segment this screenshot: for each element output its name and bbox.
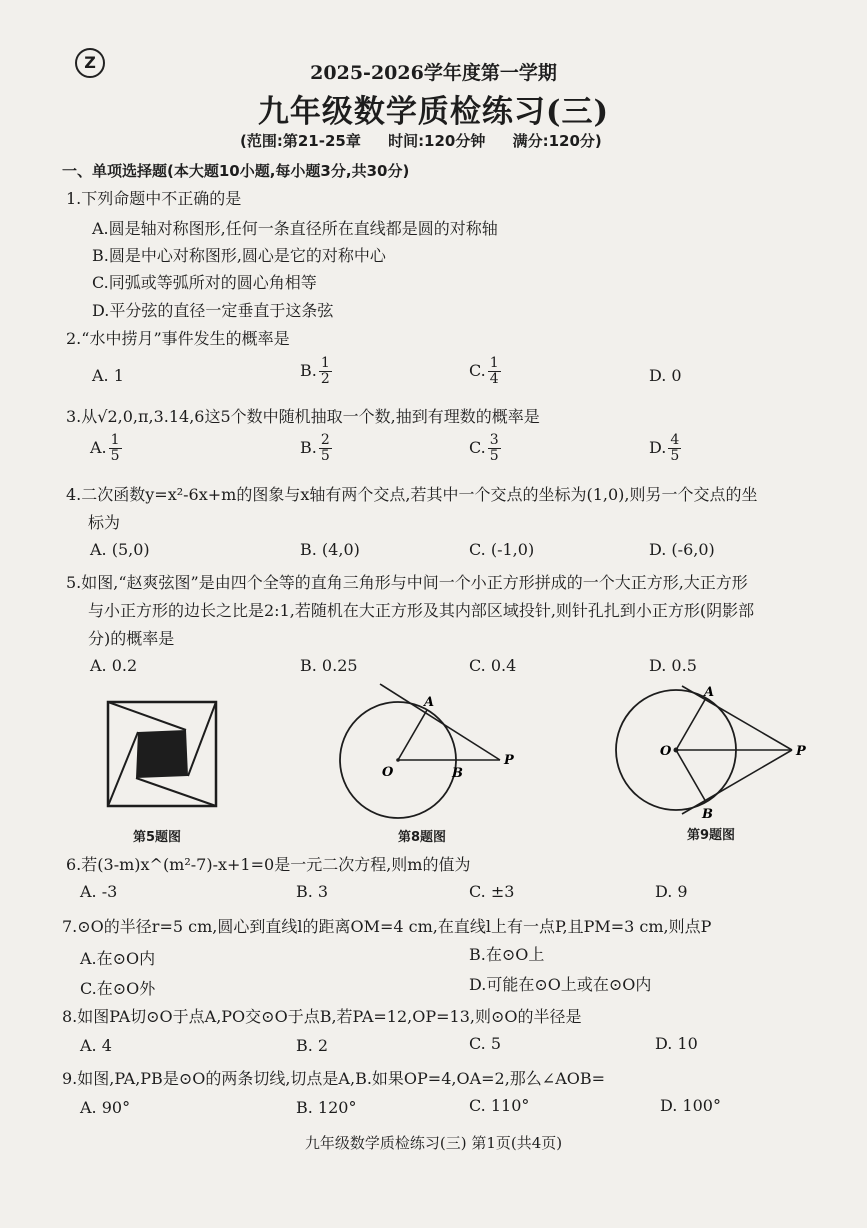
scope-text: (范围:第21-25章	[240, 132, 361, 150]
page-footer: 九年级数学质检练习(三) 第1页(共4页)	[304, 1134, 563, 1152]
fraction	[319, 433, 332, 464]
q3-option-d-label: D.	[649, 438, 667, 457]
score-text: 满分:120分)	[512, 132, 602, 150]
q9-option-d: D. 100°	[660, 1096, 721, 1115]
fraction	[668, 433, 681, 464]
numerator: 3	[489, 432, 499, 448]
q3-option-d	[649, 433, 681, 464]
label-p: P	[504, 753, 514, 768]
q2-option-b-label: B.	[300, 361, 317, 380]
q5-stem-line2: 与小正方形的边长之比是2:1,若随机在大正方形及其内部区域投针,则针孔扎到小正方形(阴影部	[88, 601, 755, 620]
tangent-line-pa	[682, 686, 792, 750]
numerator: 1	[110, 432, 120, 448]
segment-oa	[398, 710, 427, 760]
q9-stem: 9.如图,PA,PB是⊙O的两条切线,切点是A,B.如果OP=4,OA=2,那么∠AOB=	[62, 1069, 606, 1088]
q6-stem: 6.若(3-m)x^(m²-7)-x+1=0是一元二次方程,则m的值为	[66, 855, 471, 874]
label-o: O	[660, 744, 672, 759]
label-o: O	[382, 765, 394, 780]
denominator: 5	[110, 448, 120, 464]
q7-option-c: C.在⊙O外	[80, 979, 156, 998]
section-heading: 一、单项选择题(本大题10小题,每小题3分,共30分)	[62, 162, 410, 180]
numerator: 1	[320, 355, 330, 371]
fraction	[488, 356, 501, 387]
q9-option-c: C. 110°	[469, 1096, 530, 1115]
fraction	[109, 433, 122, 464]
center-point	[674, 748, 679, 753]
q7-option-d: D.可能在⊙O上或在⊙O内	[469, 975, 652, 994]
triangle-edge	[108, 732, 138, 806]
numerator: 4	[670, 432, 680, 448]
page-title: 九年级数学质检练习(三)	[257, 94, 610, 130]
q3-option-a	[90, 433, 122, 464]
q2-option-c	[469, 356, 501, 387]
q5-stem-line3: 分)的概率是	[88, 629, 175, 648]
q3-option-c-label: C.	[469, 438, 486, 457]
q4-option-b: B. (4,0)	[300, 540, 360, 559]
q1-option-c: C.同弧或等弧所对的圆心角相等	[92, 273, 317, 292]
q1-option-d: D.平分弦的直径一定垂直于这条弦	[92, 301, 334, 320]
inner-shaded-square	[136, 730, 188, 778]
figure-8-tangent-diagram	[330, 680, 520, 830]
figure-5-zhaoshuang-diagram	[106, 700, 218, 808]
q8-stem: 8.如图PA切⊙O于点A,PO交⊙O于点B,若PA=12,OP=13,则⊙O的半径是	[62, 1007, 582, 1026]
year-term: 2025-2026学年度第一学期	[310, 62, 557, 84]
q8-option-d: D. 10	[655, 1034, 698, 1053]
denominator: 5	[320, 448, 330, 464]
tangent-line-pb	[682, 750, 792, 814]
q4-stem-line2: 标为	[88, 513, 121, 532]
q4-stem-line1: 4.二次函数y=x²-6x+m的图象与x轴有两个交点,若其中一个交点的坐标为(1,0),则另一个交点的坐	[66, 485, 758, 504]
q5-option-b: B. 0.25	[300, 656, 358, 675]
label-b: B	[702, 807, 713, 822]
q6-option-a: A. -3	[80, 882, 118, 901]
triangle-edge	[188, 702, 216, 776]
q5-option-a: A. 0.2	[90, 656, 138, 675]
triangle-edge	[136, 778, 216, 806]
figure-9-two-tangents-diagram	[608, 682, 812, 824]
q6-option-c: C. ±3	[469, 882, 515, 901]
label-p: P	[796, 744, 806, 759]
q2-option-b	[300, 356, 332, 387]
q8-option-a: A. 4	[80, 1036, 112, 1055]
q2-option-a: A. 1	[92, 366, 124, 385]
q3-stem: 3.从√2,0,π,3.14,6这5个数中随机抽取一个数,抽到有理数的概率是	[66, 407, 540, 426]
q4-option-d: D. (-6,0)	[649, 540, 715, 559]
fraction	[488, 433, 501, 464]
q7-option-b: B.在⊙O上	[469, 945, 545, 964]
segment-ob	[676, 750, 706, 802]
q5-option-c: C. 0.4	[469, 656, 517, 675]
q7-stem: 7.⊙O的半径r=5 cm,圆心到直线l的距离OM=4 cm,在直线l上有一点P,且PM=3 cm,则点P	[62, 917, 712, 936]
q3-option-a-label: A.	[90, 438, 107, 457]
segment-oa	[676, 698, 706, 750]
figure-9-caption: 第9题图	[687, 828, 736, 843]
denominator: 5	[489, 448, 499, 464]
q4-option-c: C. (-1,0)	[469, 540, 535, 559]
label-a: A	[424, 695, 435, 710]
q9-option-a: A. 90°	[80, 1098, 131, 1117]
q7-option-a: A.在⊙O内	[80, 949, 156, 968]
q3-option-b-label: B.	[300, 438, 317, 457]
q3-option-b	[300, 433, 332, 464]
q1-option-b: B.圆是中心对称图形,圆心是它的对称中心	[92, 246, 386, 265]
q1-stem: 1.下列命题中不正确的是	[66, 189, 242, 208]
numerator: 1	[489, 355, 499, 371]
label-a: A	[704, 685, 715, 700]
q2-stem: 2.“水中捞月”事件发生的概率是	[66, 329, 290, 348]
q2-option-d: D. 0	[649, 366, 682, 385]
q3-option-c	[469, 433, 501, 464]
triangle-edge	[108, 702, 186, 730]
q2-option-c-label: C.	[469, 361, 486, 380]
tangent-line-pa	[380, 684, 500, 760]
exam-info	[240, 130, 624, 151]
figure-8-caption: 第8题图	[398, 830, 447, 845]
center-point	[396, 758, 400, 762]
numerator: 2	[320, 432, 330, 448]
q5-option-d: D. 0.5	[649, 656, 697, 675]
q4-option-a: A. (5,0)	[90, 540, 150, 559]
denominator: 5	[670, 448, 680, 464]
q8-option-b: B. 2	[296, 1036, 329, 1055]
fraction	[319, 356, 332, 387]
q1-option-a: A.圆是轴对称图形,任何一条直径所在直线都是圆的对称轴	[92, 219, 498, 238]
q8-option-c: C. 5	[469, 1034, 502, 1053]
time-text: 时间:120分钟	[388, 132, 486, 150]
figure-5-caption: 第5题图	[133, 830, 182, 845]
q6-option-b: B. 3	[296, 882, 329, 901]
q6-option-d: D. 9	[655, 882, 688, 901]
z-logo-icon: Z	[75, 48, 105, 78]
denominator: 4	[489, 371, 499, 387]
denominator: 2	[320, 371, 330, 387]
q9-option-b: B. 120°	[296, 1098, 357, 1117]
q5-stem-line1: 5.如图,“赵爽弦图”是由四个全等的直角三角形与中间一个小正方形拼成的一个大正方形,大正方形	[66, 573, 748, 592]
label-b: B	[452, 766, 463, 781]
